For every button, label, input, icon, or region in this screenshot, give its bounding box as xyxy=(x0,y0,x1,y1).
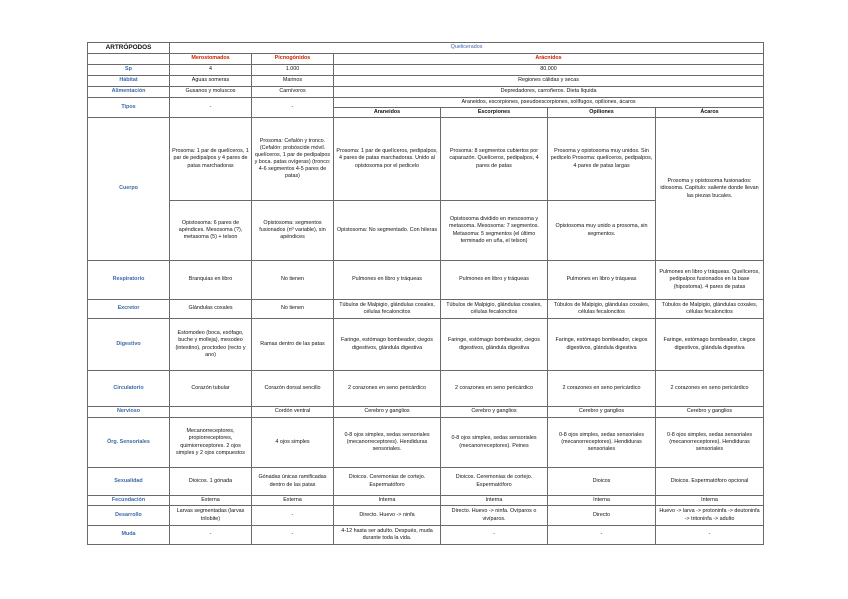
cell: Faringe, estómago bombeador, ciegos digestivos, glándula digestiva xyxy=(334,319,441,371)
cell: Marinos xyxy=(252,76,334,87)
row-label: Circulatorio xyxy=(88,371,170,407)
row-label: Nervioso xyxy=(88,407,170,418)
cell: Estomodeo (boca, esófago, buche y molleja), mesodeo (intestino), proctodeo (recto y ano) xyxy=(170,319,252,371)
cell: Faringe, estómago bombeador, ciegos digestivos, glándula digestiva xyxy=(656,319,764,371)
row-excretor xyxy=(88,300,764,319)
cell: Interna xyxy=(548,496,656,506)
row-label: Muda xyxy=(88,526,170,545)
row-label: Excretor xyxy=(88,300,170,319)
cell: Directo xyxy=(548,506,656,526)
class-merostomados: Merostomados xyxy=(170,54,252,65)
cell: Externa xyxy=(252,496,334,506)
cell: Opistosoma: No segmentado. Con hileras xyxy=(334,201,441,261)
row-label: Sp xyxy=(88,65,170,76)
row-sensoriales xyxy=(88,418,764,468)
row-muda xyxy=(88,526,764,545)
cell: Gusanos y moluscos xyxy=(170,87,252,98)
row-sexualidad xyxy=(88,468,764,496)
arthropod-comparison-table xyxy=(87,42,764,545)
cell: Externa xyxy=(170,496,252,506)
row-label: Digestivo xyxy=(88,319,170,371)
cell: Túbulos de Malpigio, glándulas coxales, células fecaloncitos xyxy=(441,300,548,319)
cell: 1.000 xyxy=(252,65,334,76)
cell: Cerebro y ganglios xyxy=(548,407,656,418)
cell: 0-8 ojos simples, sedas sensoriales (mecanorreceptores). Peines xyxy=(441,418,548,468)
row-label: Respiratorio xyxy=(88,261,170,300)
cell: Interna xyxy=(334,496,441,506)
cell: Opistosoma muy unido a prosoma, sin segmentos. xyxy=(548,201,656,261)
row-label: Hábitat xyxy=(88,76,170,87)
order-escorpiones: Escorpiones xyxy=(441,108,548,118)
cell: 80.000 xyxy=(334,65,764,76)
order-araneidos: Araneidos xyxy=(334,108,441,118)
cell: 0-8 ojos simples, sedas sensoriales (mecanorreceptores). Hendiduras sensoriales. xyxy=(334,418,441,468)
cell: Carnívoros xyxy=(252,87,334,98)
cell: - xyxy=(656,526,764,545)
row-alimentacion xyxy=(88,87,764,98)
row-fecundacion xyxy=(88,496,764,506)
row-label: Alimentación xyxy=(88,87,170,98)
cell: Opistosoma: segmentos fusionados (nº variable), sin apéndices xyxy=(252,201,334,261)
row-desarrollo xyxy=(88,506,764,526)
cell: Corazón tubular xyxy=(170,371,252,407)
row-tipos xyxy=(88,98,764,108)
cell: Gónadas únicas ramificadas dentro de las patas xyxy=(252,468,334,496)
cell: Prosoma y opistosoma muy unidos. Sin pedicelo Prosoma: quelíceros, pedipalpos, 4 pares de patas largas xyxy=(548,118,656,201)
cell: Faringe, estómago bombeador, ciegos digestivos, glándula digestiva xyxy=(548,319,656,371)
cell: Pulmones en libro y tráqueas xyxy=(441,261,548,300)
row-sp xyxy=(88,65,764,76)
cell: - xyxy=(252,98,334,118)
class-picnogonidos: Picnogónidos xyxy=(252,54,334,65)
group-header: Quelicerados xyxy=(170,43,764,54)
cell: Larvas segmentadas (larvas trilobite) xyxy=(170,506,252,526)
cell: 4 xyxy=(170,65,252,76)
cell: Opistosoma: 6 pares de apéndices. Mesosoma (?), metasoma (5) + telson xyxy=(170,201,252,261)
cell: Glándulas coxales xyxy=(170,300,252,319)
cell xyxy=(170,407,252,418)
cell: - xyxy=(252,526,334,545)
cell: Dioicos. Ceremonias de cortejo. Espermatóforo xyxy=(334,468,441,496)
row-label: Fecundación xyxy=(88,496,170,506)
cell: 4-12 hasta ser adulto. Después, muda durante toda la vida. xyxy=(334,526,441,545)
cell: Interna xyxy=(441,496,548,506)
header-row xyxy=(88,43,764,54)
cell: Aguas someras xyxy=(170,76,252,87)
cell: Interna xyxy=(656,496,764,506)
cell: Directo. Huevo -> ninfa xyxy=(334,506,441,526)
cell: Pulmones en libro y tráqueas xyxy=(334,261,441,300)
cell: Depredadores, carroñeros. Dieta líquida xyxy=(334,87,764,98)
cell: No tienen xyxy=(252,261,334,300)
cell: Dioicos. Ceremonias de cortejo. Espermatóforo xyxy=(441,468,548,496)
cell: Pulmones en libro y tráqueas xyxy=(548,261,656,300)
cell: Regiones cálidas y secas xyxy=(334,76,764,87)
cell: Dioicos xyxy=(548,468,656,496)
row-nervioso xyxy=(88,407,764,418)
row-cuerpo xyxy=(88,118,764,201)
cell: Mecanorreceptores, propiorreceptores, quimiorreceptores. 2 ojos simples y 2 ojos compuestos xyxy=(170,418,252,468)
cell: Directo. Huevo -> ninfa. Ovíparos o vivíparos. xyxy=(441,506,548,526)
cell: No tienen xyxy=(252,300,334,319)
cell: Pulmones en libro y tráqueas. Quelíceros, pedipalpos fusionados en la base (hipostoma). 4 pares de patas xyxy=(656,261,764,300)
cell: Dioicos. 1 gónada xyxy=(170,468,252,496)
cell: Opistosoma dividido en mesosoma y metasoma. Mesosoma: 7 segmentos. Metasoma: 5 segmentos (el último terminado en uña, el telson) xyxy=(441,201,548,261)
cell: 2 corazones en seno pericárdico xyxy=(656,371,764,407)
cell: Cordón ventral xyxy=(252,407,334,418)
row-circulatorio xyxy=(88,371,764,407)
row-digestivo xyxy=(88,319,764,371)
cell: Prosoma: 8 segmentos cubiertos por caparazón. Quelíceros, pedipalpos, 4 pares de patas xyxy=(441,118,548,201)
cell: Túbulos de Malpigio, glándulas coxales, células fecaloncitos xyxy=(548,300,656,319)
row-label: Tipos xyxy=(88,98,170,118)
class-aracnidos: Arácnidos xyxy=(334,54,764,65)
class-row xyxy=(88,54,764,65)
cell: Túbulos de Malpigio, glándulas coxales, células fecaloncitos xyxy=(334,300,441,319)
cell: 4 ojos simples xyxy=(252,418,334,468)
cell: Prosoma: Cefalón y tronco. (Cefalón: probóscide móvil. quelíceros, 1 par de pedipalpos y boca. patas ovígeras) (tronco: 4-6 segmentos 4-5 pares de patas) xyxy=(252,118,334,201)
cell: Cerebro y ganglios xyxy=(441,407,548,418)
row-label: Órg. Sensoriales xyxy=(88,418,170,468)
tipos-summary: Araneidos, escorpiones, pseudoescorpiones, solífugos, opiliones, ácaros xyxy=(334,98,764,108)
cell: Túbulos de Malpigio, glándulas coxales, células fecaloncitos xyxy=(656,300,764,319)
order-opiliones: Opiliones xyxy=(548,108,656,118)
cell: Huevo -> larva -> protoninfa -> deutoninfa -> tritoninfa -> adulto xyxy=(656,506,764,526)
cell: - xyxy=(252,506,334,526)
cell: - xyxy=(170,526,252,545)
row-habitat xyxy=(88,76,764,87)
cell: 0-8 ojos simples, sedas sensoriales (mecanorreceptores). Hendiduras sensoriales xyxy=(548,418,656,468)
cell: Prosoma: 1 par de quelíceros, 1 par de pedipalpos y 4 pares de patas marchadoras xyxy=(170,118,252,201)
row-label: Sexualidad xyxy=(88,468,170,496)
cell: Prosoma: 1 par de quelíceros, pedipalpos, 4 pares de patas marchadoras. Unido al opistosoma por el pedicelo xyxy=(334,118,441,201)
cell: Corazón dorsal sencillo xyxy=(252,371,334,407)
cell: Cerebro y ganglios xyxy=(334,407,441,418)
cell: Ramas dentro de las patas xyxy=(252,319,334,371)
cell: 2 corazones en seno pericárdico xyxy=(441,371,548,407)
cell: - xyxy=(170,98,252,118)
cell: 2 corazones en seno pericárdico xyxy=(334,371,441,407)
row-label: Desarrollo xyxy=(88,506,170,526)
cell: Faringe, estómago bombeador, ciegos digestivos, glándula digestiva xyxy=(441,319,548,371)
cell: - xyxy=(441,526,548,545)
cell: Dioicos. Espermatóforo opcional xyxy=(656,468,764,496)
cell: - xyxy=(548,526,656,545)
cell: Prosoma y opistosoma fusionados: idiosoma. Capítulo: saliente donde llevan las piezas bucales. xyxy=(656,118,764,261)
table-title: ARTRÓPODOS xyxy=(88,43,170,54)
order-acaros: Ácaros xyxy=(656,108,764,118)
row-label: Cuerpo xyxy=(88,118,170,261)
row-respiratorio xyxy=(88,261,764,300)
cell: 0-8 ojos simples, sedas sensoriales (mecanorreceptores). Hendiduras sensoriales xyxy=(656,418,764,468)
cell: Branquias en libro xyxy=(170,261,252,300)
cell: 2 corazones en seno pericárdico xyxy=(548,371,656,407)
cell: Cerebro y ganglios xyxy=(656,407,764,418)
corner-cell xyxy=(88,54,170,65)
